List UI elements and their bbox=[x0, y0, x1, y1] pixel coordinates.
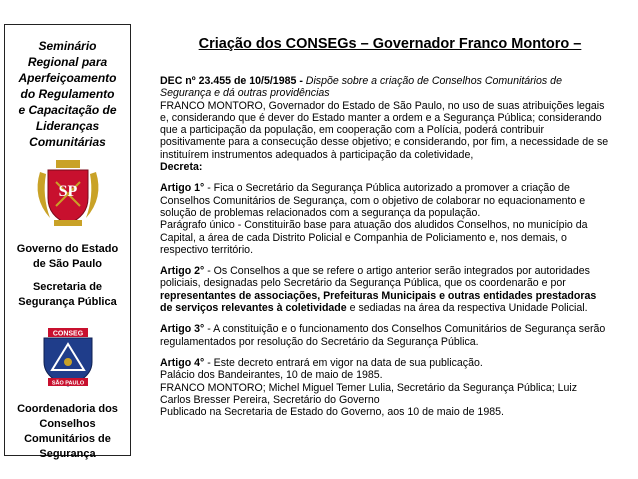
decree-preamble: DEC nº 23.455 de 10/5/1985 - Dispõe sobre a criação de Conselhos Comunitários de Segurança e dá outras providências FRANCO MONTORO, Governador do Estado de São Paulo, no uso de suas atribuições legais e, considerando que é dever do Estado manter a ordem e a Segurança Pública; considerando que a participação da população, em cooperação com a Polícia, poderá contribuir positivamente para a consecução desse objetivo; e considerando, por fim, a necessidade de se instituírem instrumentos adequados à participação da coletividade, Decreta: bbox=[160, 75, 630, 173]
decree-text bbox=[160, 75, 630, 427]
conseg-emblem-icon bbox=[34, 326, 102, 388]
seal-letters: SP bbox=[58, 183, 77, 200]
article-4: Artigo 4° - Este decreto entrará em vigor na data de sua publicação. Palácio dos Bandeirantes, 10 de maio de 1985. FRANCO MONTORO; Michel Miguel Temer Lulia, Secretário da Segurança Pública; Luiz Carlos Bresser Pereira, Secretário do Governo Publicado na Secretaria de Estado do Governo, aos 10 de maio de 1985. bbox=[160, 356, 578, 419]
article-3: Artigo 3° - A constituição e o funcionamento dos Conselhos Comunitários de Segurança serão regulamentados por resolução do Secretário da Segurança Pública. bbox=[160, 323, 606, 348]
article-1: Artigo 1° - Fica o Secretário da Segurança Pública autorizado a promover a criação de Conselhos Comunitários de Segurança, com o objetivo de colaborar no equacionamento e solução de problemas relacionados com a segurança da população. Parágrafo único - Constituirão base para atuação dos aludidos Conselhos, no município da Capital, a área de cada Distrito Policial e Companhia de Policiamento e, nos demais, o respectivo território. bbox=[160, 182, 588, 256]
decreta-label: Decreta: bbox=[160, 161, 203, 174]
sidebar-panel bbox=[4, 24, 131, 460]
article-2: Artigo 2° - Os Conselhos a que se refere o artigo anterior serão integrados por autoridades policiais, designadas pelo Secretário da Segurança Pública, que os coordenarão e por representantes de associações, Prefeituras Municipais e outras entidades prestadoras de serviços relevantes à coletividade e sediadas na área da respectiva Unidade Policial. bbox=[160, 265, 597, 315]
coordination-label: Coordenadoria dos Conselhos Comunitários de Segurança bbox=[17, 403, 118, 460]
page-title: Criação dos CONSEGs – Governador Franco Montoro – bbox=[198, 36, 582, 52]
government-label: Governo do Estado de São Paulo bbox=[16, 243, 119, 270]
seminar-title: Seminário Regional para Aperfeiçoamento do Regulamento e Capacitação de Lideranças Comunitárias bbox=[18, 39, 117, 149]
conseg-bottom-text: SÃO PAULO bbox=[51, 380, 84, 387]
sp-coat-of-arms-icon bbox=[32, 158, 104, 228]
conseg-top-text: CONSEG bbox=[52, 330, 83, 338]
secretariat-label: Secretaria de Segurança Pública bbox=[18, 281, 117, 308]
